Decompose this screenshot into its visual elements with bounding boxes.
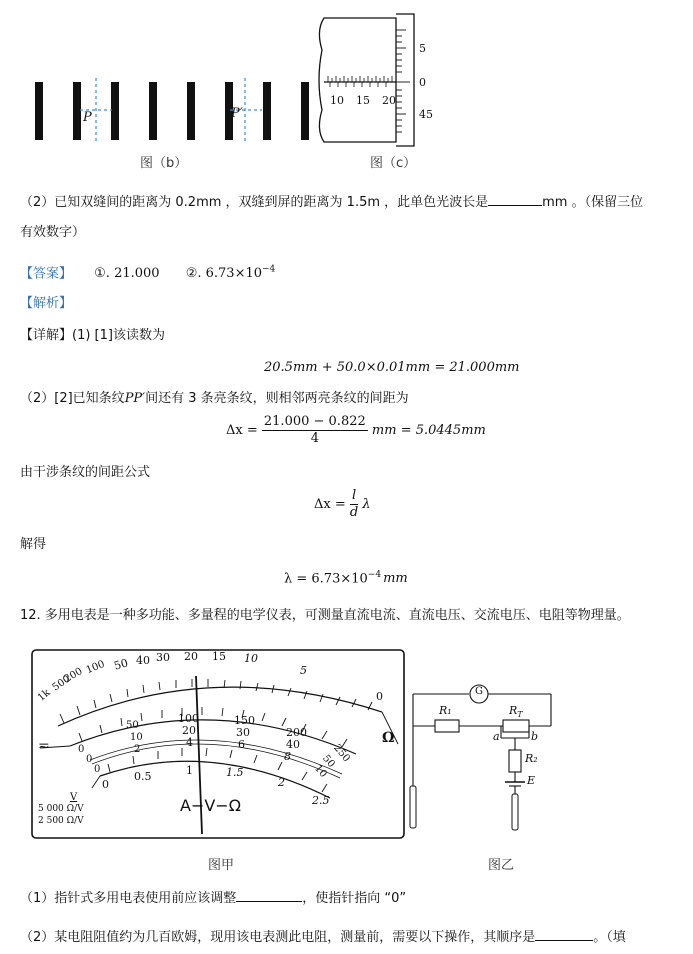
dc-c-8: 8 — [284, 750, 291, 763]
eq3-lhs: Δx = — [314, 497, 346, 512]
dc-mark: ≂ — [38, 738, 50, 754]
dc-b-10: 10 — [130, 732, 143, 743]
detail-line2-suffix: 间还有 3 条亮条纹，则相邻两亮条纹的间距为 — [145, 391, 409, 406]
dc-a-150: 150 — [234, 714, 255, 727]
ohm-label-200: 200 — [62, 665, 85, 686]
ohm-label-500: 500 — [50, 673, 73, 694]
eq4-exp: −4 — [367, 570, 382, 580]
dc-a-250: 250 — [331, 742, 352, 765]
label-rt-sub: T — [517, 710, 523, 720]
figure-jia — [30, 648, 406, 840]
dc-a-50: 50 — [126, 720, 139, 731]
q2-answer-blank — [488, 205, 542, 206]
label-a: a — [493, 730, 500, 743]
detail-line3: 由干涉条纹的间距公式 — [20, 465, 151, 480]
label-rt-base: R — [509, 704, 518, 717]
sub1-tail: ，使指针指向 “0” — [302, 891, 407, 906]
spec-2500: 2 500 Ω/V — [38, 816, 84, 826]
sub1-line — [20, 889, 406, 909]
thimble-45: 45 — [419, 108, 433, 121]
equation-4 — [284, 570, 408, 586]
main-scale-10: 10 — [330, 94, 344, 107]
equation-3 — [314, 488, 371, 521]
dc-c-2: 2 — [134, 744, 141, 755]
ac-1-5: 1.5 — [226, 766, 244, 779]
dc-c-6: 6 — [238, 738, 245, 751]
dc-b-50: 50 — [320, 753, 337, 770]
detail-line1: 【详解】(1) [1]该读数为 — [20, 328, 165, 343]
ohm-label-50: 50 — [112, 656, 130, 673]
label-p: P — [83, 110, 92, 125]
q2-line2: 有效数字） — [20, 225, 86, 240]
dc-c-4: 4 — [186, 736, 193, 749]
dc-b-30: 30 — [236, 726, 250, 739]
eq3-numerator: l — [350, 488, 358, 505]
dc-a-0: 0 — [78, 744, 85, 755]
ohm-label-30: 30 — [156, 651, 170, 664]
answer-item2-exp: −4 — [262, 265, 276, 275]
label-r2: R₂ — [525, 752, 538, 765]
ohm-label-40: 40 — [136, 654, 150, 667]
dc-c-0: 0 — [94, 764, 101, 775]
q2-line1 — [20, 193, 643, 213]
ohm-label-5: 5 — [300, 664, 307, 677]
ac-2-5: 2.5 — [312, 794, 330, 807]
detail-line2-prefix: （2）[2]已知条纹 — [20, 391, 125, 406]
sub1-answer-blank — [236, 901, 302, 902]
ohm-symbol: Ω — [382, 730, 395, 746]
figure-b-caption: 图（b） — [140, 156, 188, 171]
equation-2 — [226, 414, 486, 447]
main-scale-15: 15 — [356, 94, 370, 107]
eq2-fraction — [262, 414, 368, 447]
q2-text: （2）已知双缝间的距离为 0.2mm ，双缝到屏的距离为 1.5m ，此单色光波长是 — [20, 195, 489, 210]
figure-yi-caption: 图乙 — [488, 858, 515, 873]
detail-line2 — [20, 389, 409, 409]
dc-a-200: 200 — [286, 726, 307, 739]
figure-c — [310, 10, 450, 150]
ohm-label-100: 100 — [84, 658, 107, 677]
answer-item1: ①. 21.000 — [94, 266, 160, 282]
ac-0: 0 — [102, 778, 109, 791]
equation-1: 20.5mm + 50.0×0.01mm = 21.000mm — [264, 360, 520, 375]
ohm-label-20: 20 — [184, 650, 198, 663]
eq2-rhs: mm = 5.0445mm — [371, 423, 486, 438]
eq2-numerator: 21.000 − 0.822 — [263, 414, 366, 429]
spec-5000: 5 000 Ω/V — [38, 804, 84, 814]
answer-item2 — [186, 266, 276, 281]
answer-item2-base: ②. 6.73×10 — [185, 266, 263, 282]
ac-2: 2 — [278, 776, 285, 789]
answer-label: 【答案】 — [20, 266, 73, 282]
eq2-denominator: 4 — [310, 431, 319, 446]
detail-line2-var: PP′ — [124, 391, 146, 406]
figure-b — [20, 70, 310, 145]
center-label: A−V−Ω — [180, 796, 241, 815]
dc-c-10: 10 — [312, 763, 329, 780]
circuit-diagram — [405, 682, 565, 834]
ohm-label-15: 15 — [212, 650, 226, 663]
eq2-lhs: Δx = — [226, 423, 258, 438]
q2-unit-tail: mm 。（保留三位 — [542, 195, 644, 210]
answer-line — [20, 260, 275, 284]
dc-a-100: 100 — [178, 712, 199, 725]
sub2-text: （2）某电阻阻值约为几百欧姆，现用该电表测此电阻，测量前，需要以下操作，其顺序是 — [20, 930, 536, 945]
eq3-rhs: λ — [362, 497, 371, 512]
label-r1: R₁ — [439, 704, 452, 717]
figure-yi — [405, 682, 565, 834]
ohm-label-10: 10 — [244, 652, 258, 665]
micrometer-drawing — [310, 10, 450, 150]
ohm-label-0: 0 — [376, 690, 383, 703]
galvanometer-icon: G — [475, 686, 483, 697]
ac-0-5: 0.5 — [134, 770, 152, 783]
thimble-0: 0 — [419, 76, 426, 89]
eq4-base: λ = 6.73×10 — [284, 571, 368, 587]
figure-jia-caption: 图甲 — [208, 858, 235, 873]
figure-c-caption: 图（c） — [370, 156, 417, 171]
sub2-answer-blank — [535, 940, 593, 941]
analysis-label: 【解析】 — [20, 296, 73, 311]
fringe-pattern — [20, 70, 310, 145]
sub2-line — [20, 928, 626, 948]
ac-1: 1 — [186, 764, 193, 777]
label-rt — [509, 704, 523, 719]
eq4-unit: mm — [383, 571, 408, 587]
sub2-tail: 。（填 — [593, 930, 626, 945]
sub1-text: （1）指针式多用电表使用前应该调整 — [20, 891, 237, 906]
eq3-denominator: d — [349, 505, 359, 520]
dc-b-0: 0 — [86, 754, 93, 765]
label-p-prime: P′ — [231, 106, 243, 121]
main-scale-20: 20 — [382, 94, 396, 107]
detail-line4: 解得 — [20, 537, 47, 552]
eq3-fraction — [350, 488, 358, 521]
dc-b-40: 40 — [286, 738, 300, 751]
q12-text: 12. 多用电表是一种多功能、多量程的电学仪表，可测量直流电流、直流电压、交流电压、电阻等物理量。 — [20, 608, 630, 623]
ohm-label-1k: 1k — [35, 687, 53, 704]
dc-b-20: 20 — [182, 724, 196, 737]
label-e: E — [527, 774, 536, 787]
label-b: b — [531, 730, 539, 743]
thimble-5: 5 — [419, 42, 426, 55]
ac-mark: V — [70, 792, 78, 803]
